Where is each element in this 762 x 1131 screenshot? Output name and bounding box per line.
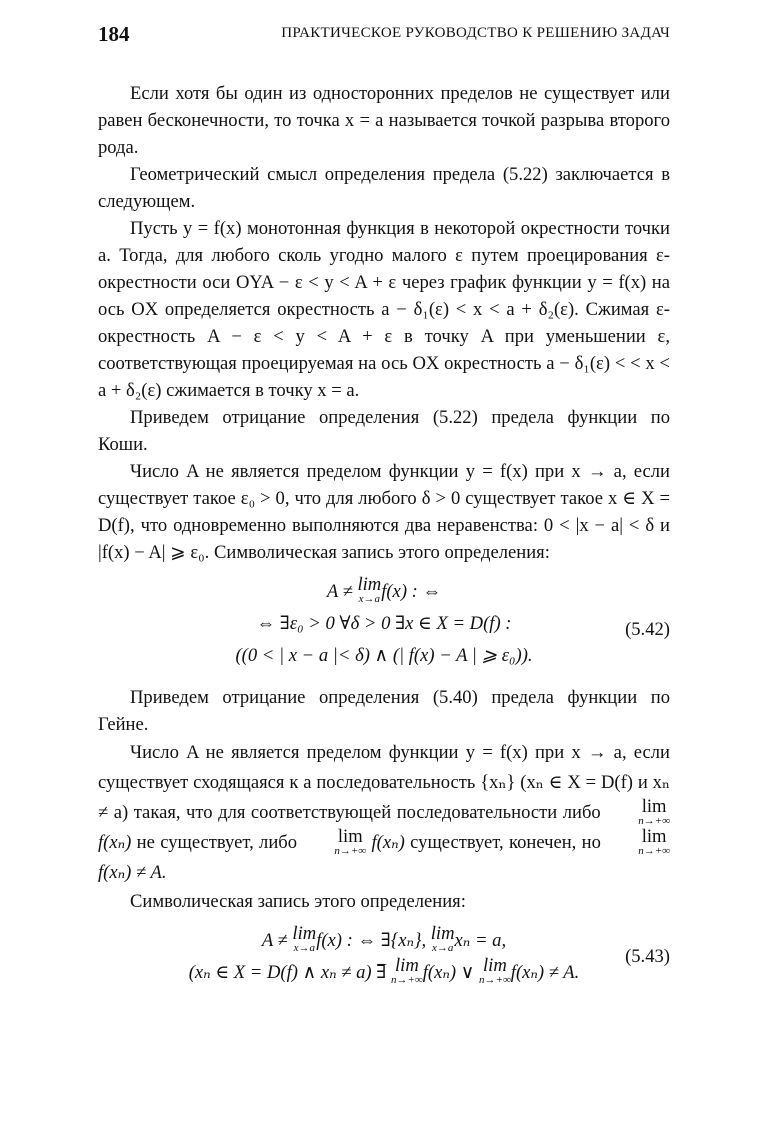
paragraph-6: Приведем отрицание определения (5.40) предела функции по Гейне.: [98, 687, 670, 735]
page-number: 184: [98, 22, 130, 46]
body-text: [98, 80, 670, 1001]
paragraph-8: Символическая запись этого определения:: [130, 891, 466, 912]
formula-5-42-line-3: ((0 < | x − a |< δ) ∧ (| f(x) − A | ⩾ ε₀)).: [235, 645, 533, 666]
paragraph-1: Если хотя бы один из односторонних пределов не существует или равен бесконечности, то точка x = a называется точкой разрыва второго рода.: [98, 83, 670, 158]
lim-operator: lim n→+∞: [334, 826, 367, 857]
paragraph-4: Приведем отрицание определения (5.22) предела функции по Коши.: [98, 407, 670, 455]
paragraph-2: Геометрический смысл определения предела (5.22) заключается в следующем.: [98, 164, 670, 212]
paragraph-7: Число A не является пределом функции y = f(x) при x → a, если существует сходящаяся к a последовательность {xₙ} (xₙ ∈ X = D(f) и xₙ ≠ a) такая, что для соответствующей последовательности либо lim n→+∞ f(xₙ) не существует, либо lim n→+∞ f(xₙ) существует, конечен, но lim n→+∞ f(xₙ) ≠ A.: [98, 742, 670, 883]
lim-operator: lim x→a: [430, 923, 455, 954]
lim-operator: lim x→a: [357, 574, 382, 605]
equation-number-5-42: (5.42): [625, 619, 670, 640]
lim-operator: lim n→+∞: [479, 955, 511, 986]
formula-5-42-line-2: ⇔ ∃ε₀ > 0 ∀δ > 0 ∃x ∈ X = D(f) :: [256, 613, 512, 634]
paragraph-3: Пусть y = f(x) монотонная функция в некоторой окрестности точки a. Тогда, для любого сколь угодно малого ε путем проецирования ε-окрестности оси OYA − ε < y < A + ε через график функции y = f(x) на ось OX определяется окрестность a − δ₁(ε) < x < a + δ₂(ε). Сжимая ε-окрестность A − ε < y < A + ε в точку A при уменьшении ε, соответствующая проецируемая на ось OX окрестность a − δ₁(ε) < < x < a + δ₂(ε) сжимается в точку x = a.: [98, 218, 670, 401]
lim-operator: lim x→a: [292, 923, 317, 954]
lim-operator: lim n→+∞: [638, 826, 670, 857]
formula-5-42-line-1: A ≠ lim x→a f(x) : ⇔: [326, 574, 442, 605]
formula-5-43-line-1: A ≠ lim x→a f(x) : ⇔ ∃{xₙ}, lim x→a xₙ = a,: [261, 923, 507, 954]
equation-number-5-43: (5.43): [625, 946, 670, 967]
running-title: ПРАКТИЧЕСКОЕ РУКОВОДСТВО К РЕШЕНИЮ ЗАДАЧ: [281, 25, 670, 41]
formula-5-42: [98, 576, 670, 672]
lim-operator: lim n→+∞: [638, 796, 670, 827]
paragraph-5: Число A не является пределом функции y = f(x) при x → a, если существует такое ε₀ > 0, что для любого δ > 0 существует такое x ∈ X = D(f), что одновременно выполняются два неравенства: 0 < |x − a| < δ и |f(x) − A| ⩾ ε₀. Символическая запись этого определения:: [98, 461, 670, 563]
formula-5-43: [98, 925, 670, 989]
lim-operator: lim n→+∞: [391, 955, 423, 986]
page-header: [98, 22, 670, 52]
formula-5-43-line-2: (xₙ ∈ X = D(f) ∧ xₙ ≠ a) ∃̅ lim n→+∞ f(xₙ) ∨ lim n→+∞ f(xₙ) ≠ A.: [188, 955, 580, 986]
